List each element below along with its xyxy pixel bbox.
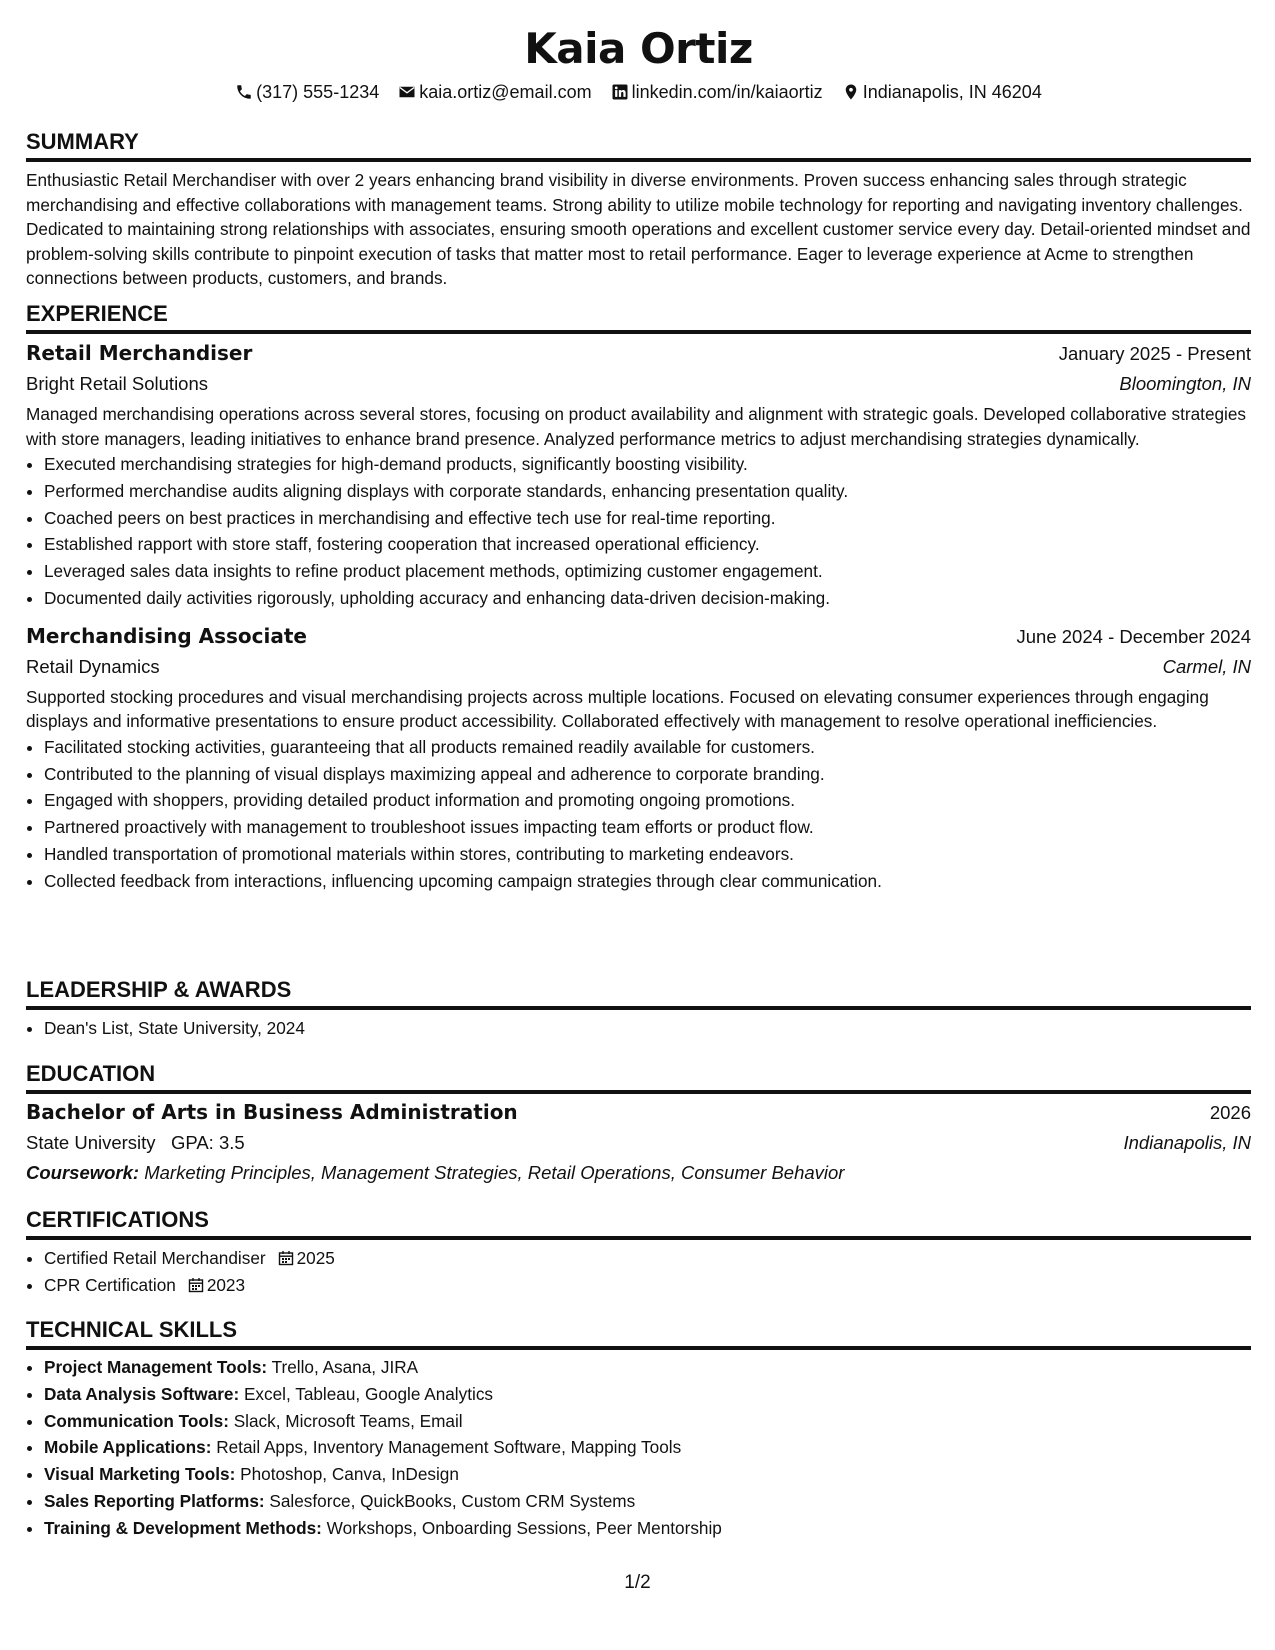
- experience-section: [26, 300, 1251, 895]
- location-text: Indianapolis, IN 46204: [862, 82, 1042, 102]
- calendar-icon: [188, 1277, 204, 1293]
- skill-values: Slack, Microsoft Teams, Email: [233, 1410, 463, 1431]
- list-item: [44, 1272, 1251, 1299]
- list-item: [44, 1434, 1251, 1461]
- section-title-education: EDUCATION: [26, 1060, 1251, 1094]
- list-item: • Facilitated stocking activities, guaranteeing that all products remained readily available for customers.: [44, 734, 1251, 761]
- education-section: [26, 1060, 1251, 1188]
- list-item: • Coached peers on best practices in merchandising and effective tech use for real-time reporting.: [44, 505, 1251, 532]
- certification-name: CPR Certification: [44, 1274, 176, 1295]
- gpa: GPA: 3.5: [170, 1132, 245, 1153]
- list-item: • Partnered proactively with management to troubleshoot issues impacting team efforts or product flow.: [44, 814, 1251, 841]
- skill-values: Photoshop, Canva, InDesign: [240, 1464, 459, 1485]
- map-pin-icon: [842, 83, 860, 101]
- contact-linkedin[interactable]: [611, 80, 823, 104]
- skill-values: Salesforce, QuickBooks, Custom CRM Systems: [269, 1490, 636, 1511]
- skill-category: Mobile Applications:: [44, 1437, 212, 1458]
- contact-phone[interactable]: [235, 80, 379, 104]
- list-item: • Engaged with shoppers, providing detailed product information and promoting ongoing promotions.: [44, 787, 1251, 814]
- skill-category: Visual Marketing Tools:: [44, 1464, 236, 1485]
- list-item: • Dean's List, State University, 2024: [44, 1015, 1251, 1042]
- school-name: State University: [26, 1132, 156, 1153]
- list-item: • Established rapport with store staff, fostering cooperation that increased operational efficiency.: [44, 531, 1251, 558]
- section-title-experience: EXPERIENCE: [26, 300, 1251, 334]
- coursework-label: Coursework:: [26, 1162, 140, 1183]
- list-item: • Collected feedback from interactions, influencing upcoming campaign strategies through clear communication.: [44, 868, 1251, 895]
- company-name: Retail Dynamics: [26, 655, 160, 677]
- section-title-skills: TECHNICAL SKILLS: [26, 1316, 1251, 1350]
- envelope-icon: [398, 83, 416, 101]
- job-title: Retail Merchandiser: [26, 341, 253, 365]
- skill-category: Training & Development Methods:: [44, 1517, 322, 1538]
- section-title-certifications: CERTIFICATIONS: [26, 1206, 1251, 1240]
- certification-year: 2025: [296, 1248, 335, 1268]
- job-dates: January 2025 - Present: [1058, 343, 1251, 364]
- list-item: [44, 1461, 1251, 1488]
- list-item: [44, 1245, 1251, 1272]
- job-entry: [26, 338, 1251, 612]
- contact-bar: [26, 80, 1251, 104]
- job-title: Merchandising Associate: [26, 623, 307, 648]
- skills-list: [26, 1354, 1251, 1542]
- job-entry: [26, 621, 1251, 895]
- summary-text: Enthusiastic Retail Merchandiser with over 2 years enhancing brand visibility in diverse environments. Proven success enhancing sales through strategic merchandising and effective collaborations with management teams. Strong ability to utilize mobile technology for reporting and navigating inventory challenges. Dedicated to maintaining strong relationships with associates, ensuring smooth operations and excellent customer service every day. Detail-oriented mindset and problem-solving skills contribute to pinpoint execution of tasks that matter most to retail performance. Eager to leverage experience at Acme to strengthen connections between products, customers, and brands.: [26, 170, 1251, 288]
- graduation-year: 2026: [1209, 1102, 1251, 1123]
- list-item: • Handled transportation of promotional materials within stores, contributing to marketing endeavors.: [44, 841, 1251, 868]
- leadership-section: [26, 976, 1251, 1042]
- school-location: Indianapolis, IN: [1123, 1132, 1251, 1153]
- degree-title: Bachelor of Arts in Business Administration: [26, 1100, 518, 1124]
- list-item: • Leveraged sales data insights to refine product placement methods, optimizing customer engagement.: [44, 558, 1251, 585]
- job-location: Bloomington, IN: [1119, 373, 1251, 394]
- skill-values: Workshops, Onboarding Sessions, Peer Mentorship: [326, 1517, 722, 1538]
- list-item: [44, 1381, 1251, 1408]
- contact-location: [842, 80, 1042, 104]
- certifications-section: [26, 1206, 1251, 1299]
- skill-category: Communication Tools:: [44, 1410, 229, 1431]
- skill-values: Retail Apps, Inventory Management Software, Mapping Tools: [216, 1437, 682, 1458]
- email-text: kaia.ortiz@email.com: [419, 82, 592, 102]
- job-bullets: [26, 451, 1251, 612]
- company-name: Bright Retail Solutions: [26, 373, 209, 394]
- contact-email[interactable]: [398, 80, 591, 104]
- list-item: • Documented daily activities rigorously, upholding accuracy and enhancing data-driven decision-making.: [44, 585, 1251, 612]
- phone-text: (317) 555-1234: [256, 82, 380, 102]
- skill-values: Excel, Tableau, Google Analytics: [243, 1383, 494, 1404]
- page-number: 1/2: [624, 1572, 651, 1593]
- skills-section: [26, 1316, 1251, 1542]
- linkedin-text: linkedin.com/in/kaiaortiz: [631, 82, 823, 102]
- calendar-icon: [278, 1250, 294, 1266]
- list-item: • Contributed to the planning of visual displays maximizing appeal and adherence to corporate branding.: [44, 761, 1251, 788]
- coursework-list: Marketing Principles, Management Strategies, Retail Operations, Consumer Behavior: [144, 1162, 845, 1183]
- summary-section: [26, 128, 1251, 291]
- list-item: [44, 1354, 1251, 1381]
- award-list: [26, 1015, 1251, 1042]
- certification-list: [26, 1245, 1251, 1299]
- certification-name: Certified Retail Merchandiser: [44, 1248, 266, 1268]
- list-item: [44, 1408, 1251, 1435]
- job-location: Carmel, IN: [1162, 655, 1251, 677]
- skill-category: Project Management Tools:: [44, 1357, 268, 1377]
- candidate-name: Kaia Ortiz: [524, 24, 753, 73]
- section-title-summary: SUMMARY: [26, 128, 1251, 162]
- section-title-leadership: LEADERSHIP & AWARDS: [26, 976, 1251, 1010]
- job-description: Supported stocking procedures and visual merchandising projects across multiple locations. Focused on elevating consumer experiences through engaging displays and informative presentations to ensure product accessibility. Collaborated effectively with management to resolve operational inefficiencies.: [26, 686, 1209, 732]
- job-description: Managed merchandising operations across several stores, focusing on product availability and alignment with strategic goals. Developed collaborative strategies with store managers, leading initiatives to enhance brand presence. Analyzed performance metrics to adjust merchandising strategies dynamically.: [26, 404, 1247, 449]
- list-item: • Performed merchandise audits aligning displays with corporate standards, enhancing presentation quality.: [44, 478, 1251, 505]
- coursework: [26, 1158, 1251, 1188]
- skill-category: Sales Reporting Platforms:: [44, 1490, 265, 1511]
- list-item: [44, 1488, 1251, 1515]
- linkedin-icon: [611, 83, 629, 101]
- skill-category: Data Analysis Software:: [44, 1383, 240, 1404]
- phone-icon: [235, 83, 253, 101]
- list-item: • Executed merchandising strategies for high-demand products, significantly boosting visibility.: [44, 451, 1251, 478]
- list-item: [44, 1515, 1251, 1542]
- job-bullets: [26, 734, 1251, 895]
- skill-values: Trello, Asana, JIRA: [271, 1357, 419, 1377]
- job-dates: June 2024 - December 2024: [1016, 625, 1251, 647]
- certification-year: 2023: [206, 1274, 246, 1295]
